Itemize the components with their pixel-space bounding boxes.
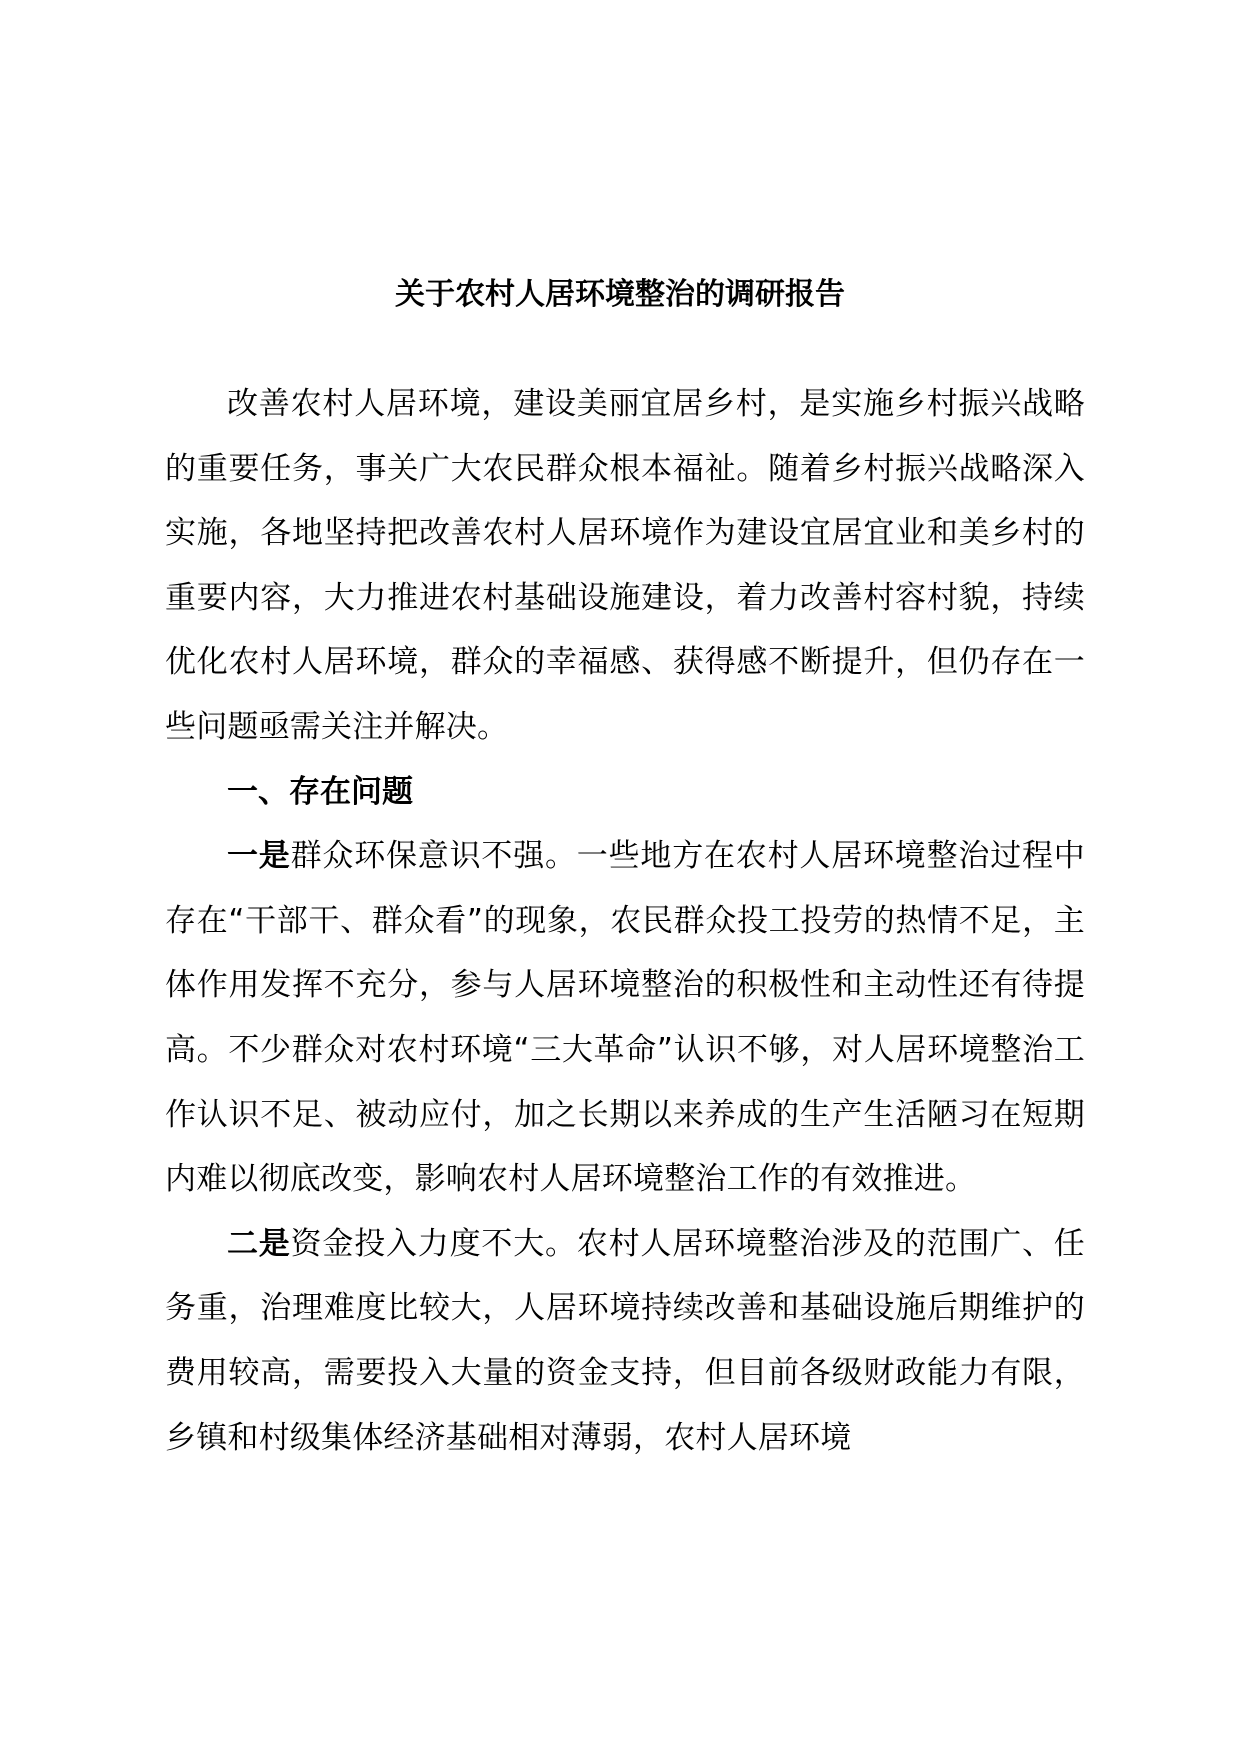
document-title: 关于农村人居环境整治的调研报告 xyxy=(395,277,845,312)
point-2-text: 资金投入力度不大。农村人居环境整治涉及的范围广、任务重，治理难度比较大，人居环境持续改善和基础设施后期维护的费用较高，需要投入大量的资金支持，但目前各级财政能力有限，乡镇和村级集体经济基础相对薄弱，农村人居环境 xyxy=(165,1225,1086,1456)
document-body xyxy=(165,372,1085,1470)
problem-point-1 xyxy=(165,824,1085,1212)
point-2-lead: 二是 xyxy=(227,1225,291,1262)
intro-paragraph: 改善农村人居环境，建设美丽宜居乡村，是实施乡村振兴战略的重要任务，事关广大农民群众根本福祉。随着乡村振兴战略深入实施，各地坚持把改善农村人居环境作为建设宜居宜业和美乡村的重要内容，大力推进农村基础设施建设，着力改善村容村貌，持续优化农村人居环境，群众的幸福感、获得感不断提升，但仍存在一些问题亟需关注并解决。 xyxy=(165,386,1085,745)
section-heading-problems: 一、存在问题 xyxy=(227,773,413,810)
point-1-text: 群众环保意识不强。一些地方在农村人居环境整治过程中存在“干部干、群众看”的现象，农民群众投工投劳的热情不足，主体作用发挥不充分，参与人居环境整治的积极性和主动性还有待提高。不少群众对农村环境“三大革命”认识不够，对人居环境整治工作认识不足、被动应付，加之长期以来养成的生产生活陋习在短期内难以彻底改变，影响农村人居环境整治工作的有效推进。 xyxy=(165,838,1086,1198)
problem-point-2 xyxy=(165,1212,1085,1470)
point-1-lead: 一是 xyxy=(227,838,291,875)
